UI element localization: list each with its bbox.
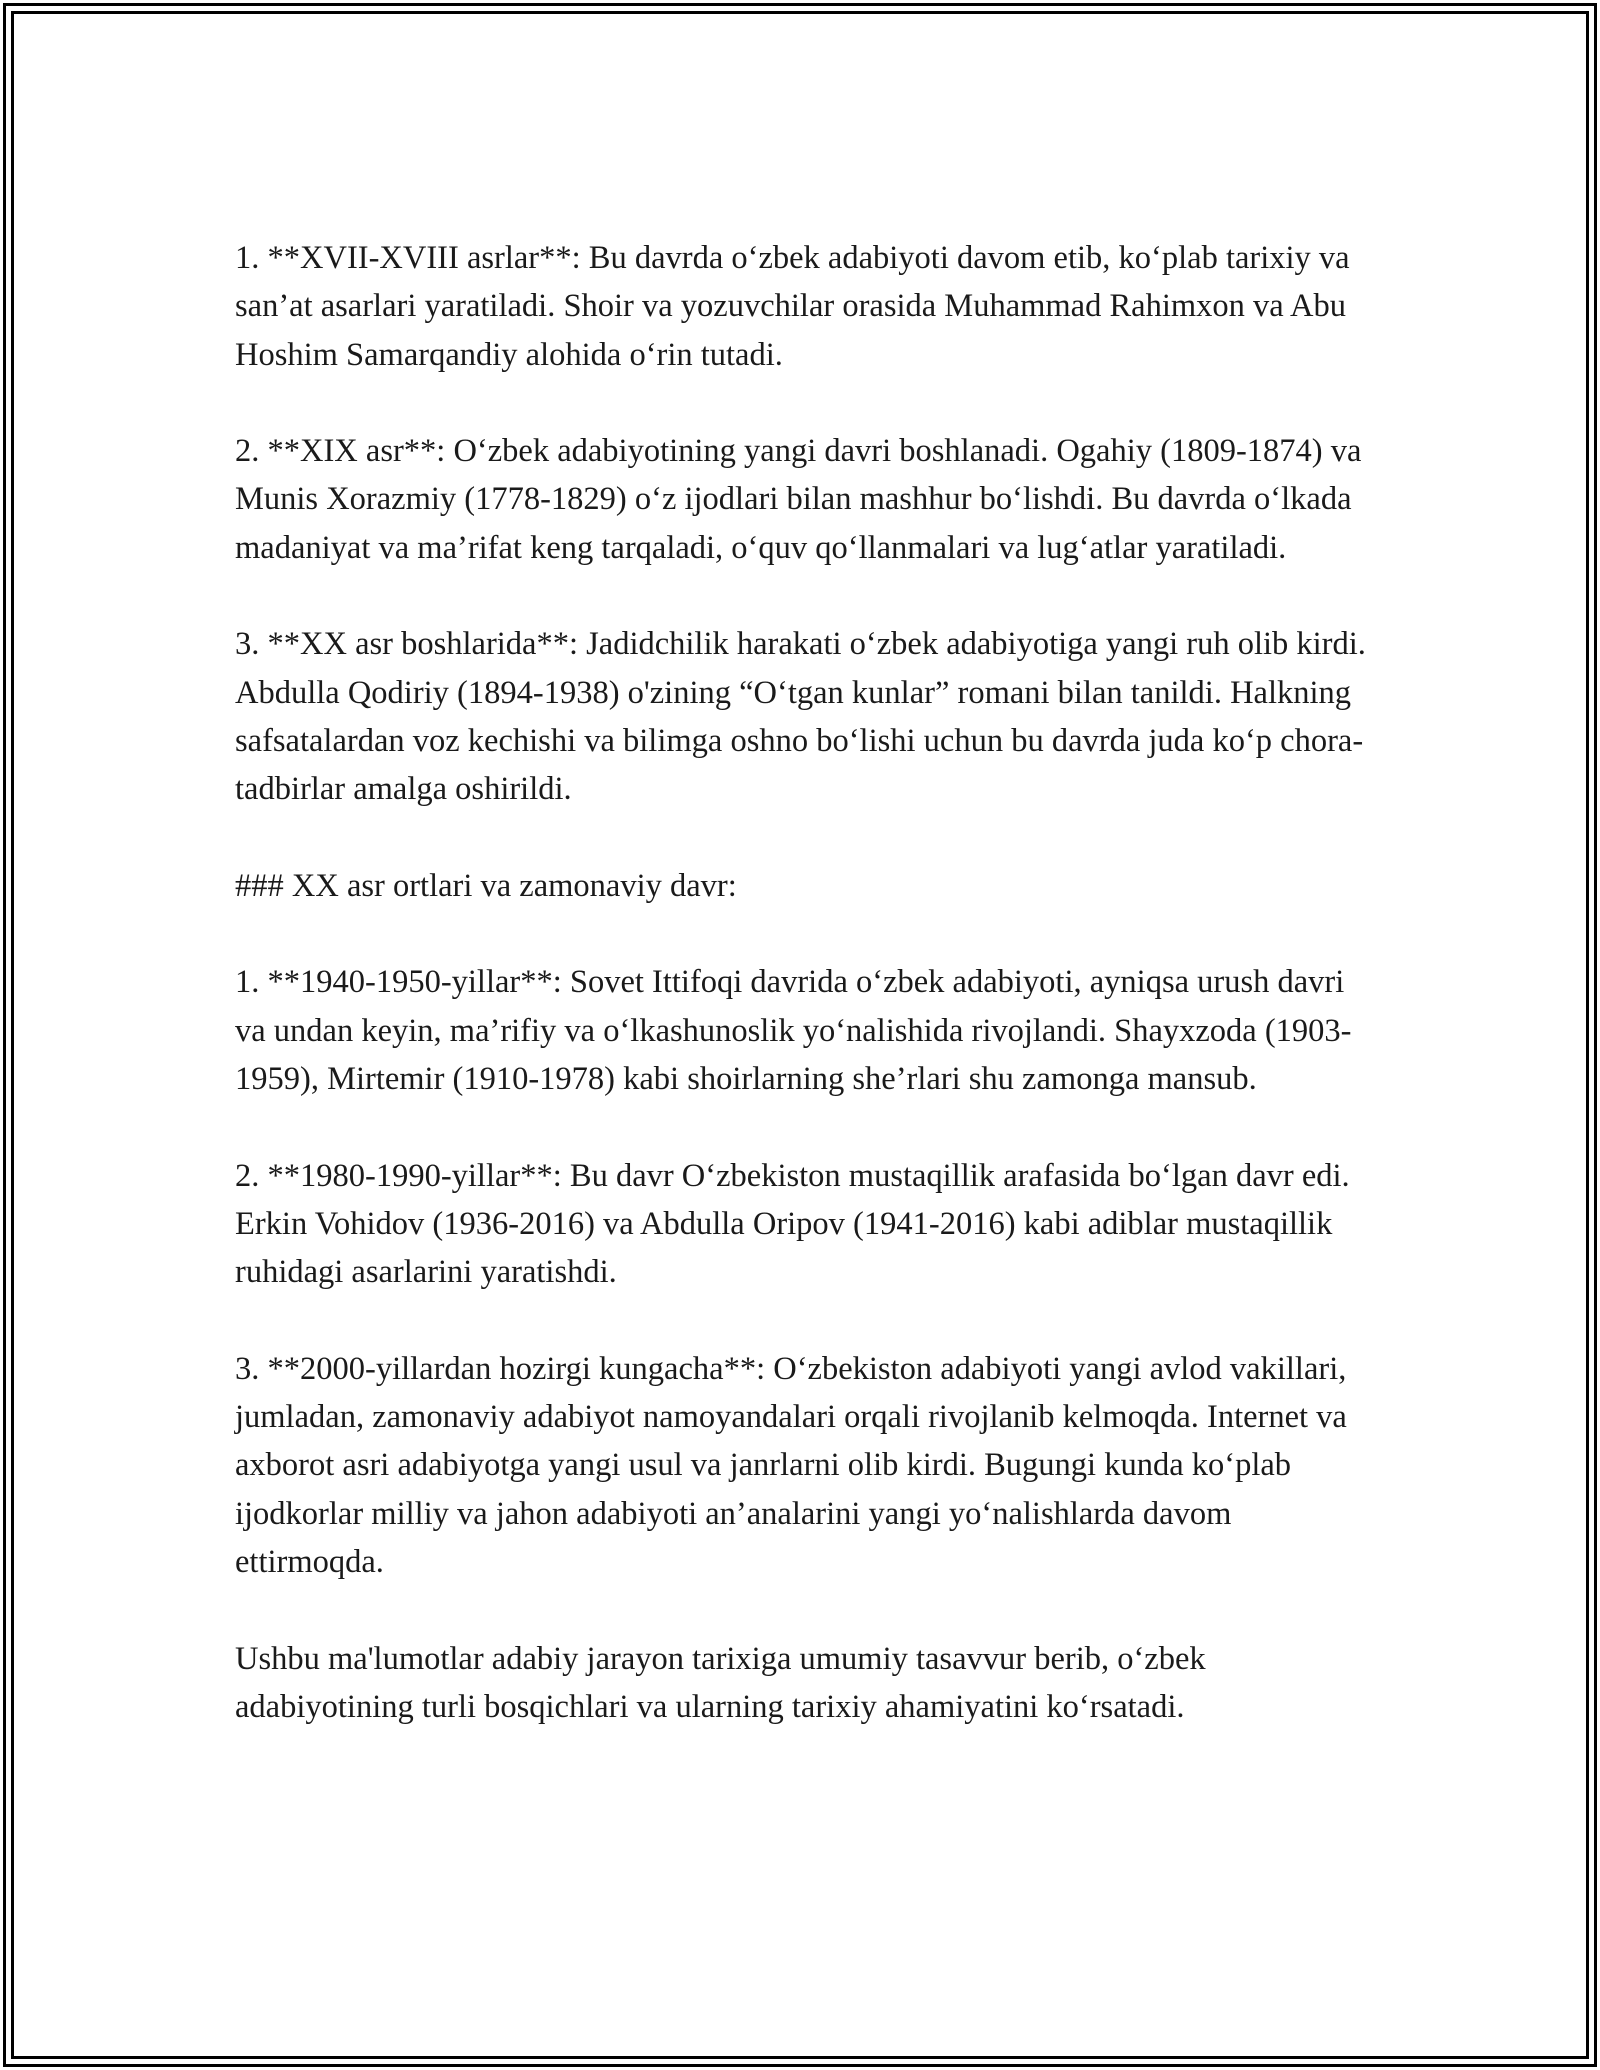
paragraph-early-20-century: 3. **XX asr boshlarida**: Jadidchilik harakati o‘zbek adabiyotiga yangi ruh olib kirdi. Abdulla Qodiriy (1894-1938) o'zining “O‘tgan kunlar” romani bilan tanildi. Halkning safsatalardan voz kechishi va bilimga oshno bo‘lishi uchun bu davrda juda ko‘p chora-tadbirlar amalga oshirildi. [235, 626, 1366, 808]
paragraph-2000-present: 3. **2000-yillardan hozirgi kungacha**: O‘zbekiston adabiyoti yangi avlod vakillari, jumladan, zamonaviy adabiyot namoyandalari orqali rivojlanib kelmoqda. Internet va axborot asri adabiyotga yangi usul va janrlarni olib kirdi. Bugungi kunda ko‘plab ijodkorlar milliy va jahon adabiyoti an’analarini yangi yo‘nalishlarda davom ettirmoqda. [235, 1350, 1347, 1581]
section-heading-modern-era: ### XX asr ortlari va zamonaviy davr: [235, 867, 737, 904]
paragraph-19-century: 2. **XIX asr**: O‘zbek adabiyotining yangi davri boshlanadi. Ogahiy (1809-1874) va Munis Xorazmiy (1778-1829) o‘z ijodlari bilan mashhur bo‘lishdi. Bu davrda o‘lkada madaniyat va ma’rifat keng tarqaladi, o‘quv qo‘llanmalari va lug‘atlar yaratiladi. [235, 433, 1362, 566]
paragraph-conclusion: Ushbu ma'lumotlar adabiy jarayon tarixiga umumiy tasavvur berib, o‘zbek adabiyotining turli bosqichlari va ularning tarixiy ahamiyatini ko‘rsatadi. [235, 1640, 1206, 1725]
paragraph-1940-1950: 1. **1940-1950-yillar**: Sovet Ittifoqi davrida o‘zbek adabiyoti, ayniqsa urush davri va undan keyin, ma’rifiy va o‘lkashunoslik yo‘nalishida rivojlandi. Shayxzoda (1903-1959), Mirtemir (1910-1978) kabi shoirlarning she’rlari shu zamonga mansub. [235, 964, 1352, 1098]
paragraph-17-18-centuries: 1. **XVII-XVIII asrlar**: Bu davrda o‘zbek adabiyoti davom etib, ko‘plab tarixiy va san’at asarlari yaratiladi. Shoir va yozuvchilar orasida Muhammad Rahimxon va Abu Hoshim Samarqandiy alohida o‘rin tutadi. [235, 240, 1350, 373]
document-body [235, 234, 1375, 1731]
paragraph-1980-1990: 2. **1980-1990-yillar**: Bu davr O‘zbekiston mustaqillik arafasida bo‘lgan davr edi. Erkin Vohidov (1936-2016) va Abdulla Oripov (1941-2016) kabi adiblar mustaqillik ruhidagi asarlarini yaratishdi. [235, 1157, 1350, 1291]
